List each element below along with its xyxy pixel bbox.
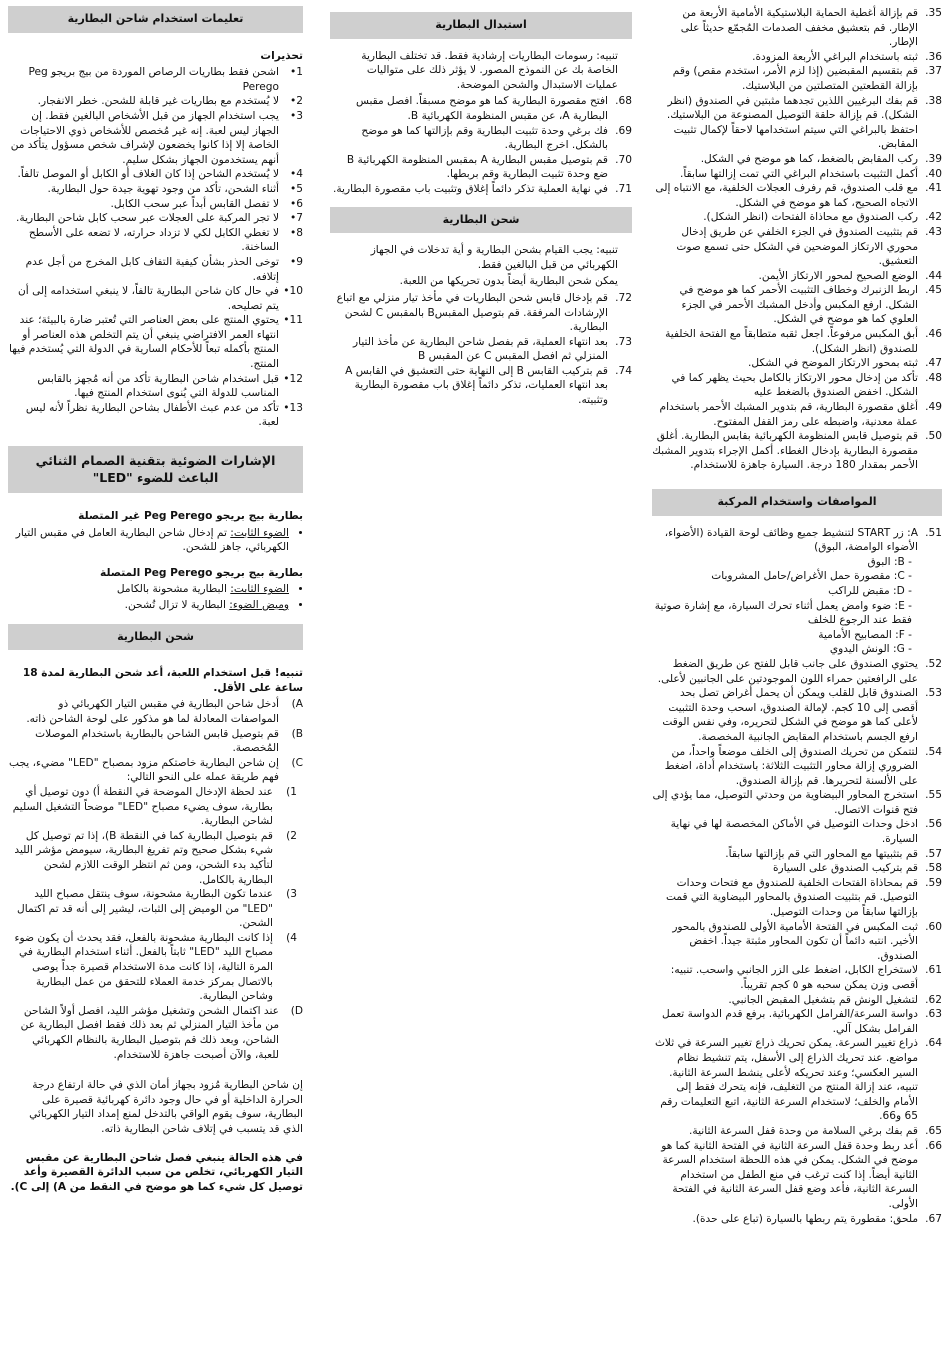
list-item: [652, 429, 942, 473]
list-item: [652, 963, 942, 992]
list-item: [8, 226, 303, 255]
list-item: [652, 876, 942, 920]
item-text: قم بتثبيتها مع المحاور التي قم بإزالتها سابقاً.: [725, 847, 918, 860]
item-number: A): [291, 698, 303, 711]
list-item: [652, 371, 942, 400]
item-number: 10•: [283, 285, 303, 298]
bullet-text: تم إدخال شاحن البطارية العامل في مقبس التيار الكهربائي، جاهز للشحن.: [15, 526, 289, 554]
item-text: ثبته باستخدام البراغي الأربعة المزودة.: [752, 50, 918, 63]
item-text: أبق المكبس مرفوعاً. اجعل ثقبه متطابقاً مع الفتحة الخلفية للصندوق (انظر الشكل).: [665, 328, 918, 355]
list-item: [652, 94, 942, 152]
item-number: 9•: [290, 255, 303, 268]
item-text: قم بتثبيت الصندوق في الجزء الخلفي عن طريق إدخال محوري الارتكاز الموضحين في الشكل حتى تسمع صوت التعشيق.: [676, 225, 918, 268]
connected-battery-list: [8, 582, 303, 612]
item-number: 55.: [925, 789, 942, 802]
item-text: لا تغطي الكابل لكي لا تزداد حرارته، لا تضعه على الأسطح الساخنة.: [28, 226, 279, 254]
list-item: [652, 167, 942, 182]
right-column: [652, 6, 942, 1226]
list-item: [8, 65, 303, 94]
list-item: [652, 1007, 942, 1036]
list-item: [652, 1212, 942, 1227]
list-item: [330, 182, 632, 197]
list-item: [652, 225, 942, 269]
item-number: 7•: [290, 212, 303, 225]
item-number: 73.: [615, 335, 632, 348]
item-number: 39.: [925, 152, 942, 165]
item-text: توخى الحذر بشأن كيفية التفاف كابل المخرج من أجل عدم إتلافه.: [25, 255, 279, 283]
bullet-item: [8, 598, 289, 613]
item-text: افتح مقصورة البطارية كما هو موضح مسبقاً. افصل مقبس البطارية A، عن مقبس المنظومة الكهربائية B.: [355, 95, 608, 122]
item-number: 45.: [925, 284, 942, 297]
item-number: 44.: [925, 269, 942, 282]
item-number: 72.: [615, 291, 632, 304]
led-behaviour-list: [8, 785, 303, 1004]
item-number: 46.: [925, 328, 942, 341]
specs-sub-items: [652, 555, 942, 657]
list-item: [652, 657, 942, 686]
list-item: [652, 6, 942, 50]
item-text: قم بمحاذاة الفتحات الخلفية للصندوق مع فتحات وحدات التوصيل. قم بتثبيت الصندوق بالمحاور البيضاوية التي قمت بإزالتها سابقاً من وحدات التوصيل.: [665, 876, 918, 919]
list-item: [8, 756, 303, 785]
item-number: 49.: [925, 401, 942, 414]
item-text: قبل استخدام شاحن البطارية تأكد من أنه مُجهز بالقابس المناسب للدولة التي يُنوى استخدام المنتج فيها.: [37, 372, 279, 400]
item-number: C): [291, 756, 303, 769]
item-text: قم بتركيب الصندوق على السيارة: [772, 862, 918, 875]
item-text: الصندوق قابل للقلب ويمكن أن يحمل أغراض تصل بحد أقصى إلى 10 كجم. لإمالة الصندوق، اسحب وحدة التثبيت لأعلى كما هو موضح في الشكل لتحريره، وفي نفس الوقت ارفع الجسم باستخدام المقابض الجانبية المخصصة.: [662, 687, 918, 743]
disconnected-battery-heading: بطارية بيج بريجو Peg Perego غير المتصلة: [78, 510, 303, 523]
item-number: 42.: [925, 211, 942, 224]
item-number: 1•: [290, 66, 303, 79]
item-text: أثناء الشحن، تأكد من وجود تهوية جيدة حول البطارية.: [47, 182, 279, 195]
item-text: الوضع الصحيح لمحور الارتكاز الأيمن.: [758, 269, 918, 282]
item-text: قم بفك البرغيين اللذين تجدهما مثبتين في الصندوق (انظر الشكل). قم بإزالة حلقة التوصيل المصنوعة من البلاستيك. احتفظ بالبراغي التي سيتم استخدامها لاحقاً لإكمال تثبيت المقابض.: [666, 94, 918, 151]
list-item: D) عند اكتمال الشحن وتشغيل مؤشر الليد، افصل أولاً الشاحن من مأخذ التيار المنزلي ثم بعد ذلك فقط افصل البطارية عن الشاحن، وبعد ذلك قم بتوصيل البطارية بالنظام الكهربائي للعبة، والآن أصبحت جاهزة للاستخدام.: [20, 1004, 303, 1061]
item-text: استخرج المحاور البيضاوية من وحدتي التوصيل، مما يؤدي إلى فتح قنوات الاتصال.: [652, 789, 918, 816]
item-text: قم بتوصيل البطارية كما في النقطة B)، إذا تم توصيل كل شيء بشكل صحيح وتم تفريغ البطارية، سيومض مؤشر الليد لتأكيد بدء الشحن، ومن ثم انتظر الوقت اللازم لشحن البطارية بالكامل.: [14, 829, 273, 886]
item-text: ملحق: مقطورة يتم ربطها بالسيارة (تباع على حدة).: [692, 1212, 918, 1225]
item-text: يحتوي المنتج على بعض العناصر التي تُعتبر ضارة بالبيئة؛ عند انتهاء العمر الافتراضي ينبغي أن يتم التخلص هذه العناصر أو المنتج بأكمله تبعاً للأحكام السارية في الدولة التي يُستخدم فيها المنتج.: [9, 314, 279, 371]
item-number: 3•: [290, 109, 303, 122]
item-text: لتتمكن من تحريك الصندوق إلى الخلف موضعاً واحداً، من الضروري إزالة محاور التثبيت الثلاثة: باستخدام أداة، اضغط على الألسنة لتحريرها. قم بإزالة الصندوق.: [664, 745, 918, 787]
list-item: [652, 993, 942, 1008]
item-number: 6•: [290, 197, 303, 210]
charger-instructions-title: تعليمات استخدام شاحن البطارية: [8, 6, 303, 33]
item-text: تأكد من عدم عبث الأطفال بشاحن البطارية نظراً لأنه ليس لعبة.: [25, 401, 279, 429]
sub-item: - B: البوق: [867, 555, 912, 568]
list-item: [652, 181, 942, 210]
item-text: في نهاية العملية تذكر دائماً إغلاق وتثبيت باب مقصورة البطارية.: [332, 182, 608, 195]
item-number: 12•: [283, 372, 303, 385]
item-text: أغلق مقصورة البطارية، قم بتدوير المشبك الأحمر باستخدام عملة معدنية، واضبطه على رمز القفل المفتوح.: [659, 401, 918, 428]
list-item: [8, 109, 303, 167]
list-item: [652, 1036, 942, 1124]
sub-item: - D: مقبض للراكب: [828, 584, 912, 597]
item-text: لا تجر المركبة على العجلات عبر سحب كابل شاحن البطارية.: [16, 212, 279, 225]
item-number: 67.: [925, 1212, 942, 1225]
item-number: B): [291, 727, 303, 740]
charge-battery-title: شحن البطارية: [330, 207, 632, 234]
item-number: 43.: [925, 225, 942, 238]
item-text: ركب المقابض بالضغط، كما هو موضح في الشكل.: [700, 152, 918, 165]
item-text: أعد ربط وحدة قفل السرعة الثانية في الفتحة الثانية كما هو موضح في الشكل. يمكن في هذه اللحظة استخدام السرعة الثانية أيضاً. إذا كنت ترغب في منع الطفل من استخدام السرعة الثانية، فأعد وضع قفل السرعة الثانية في الفتحة الأولى.: [661, 1139, 918, 1210]
item-number: 5•: [290, 182, 303, 195]
list-item: [8, 727, 303, 756]
bullet-text: البطارية لا تزال تُشحن.: [124, 599, 230, 611]
item-number: 66.: [925, 1139, 942, 1152]
item-text: في حال كان شاحن البطارية تالفاً، لا ينبغي استخدامه إلى أن يتم تصليحه.: [17, 285, 279, 312]
list-item: [8, 697, 303, 726]
sub-item: - G: الونش اليدوي: [829, 643, 912, 656]
list-item: [652, 817, 942, 846]
replace-note: تنبيه: رسومات البطاريات إرشادية فقط. قد تختلف البطارية الخاصة بك عن النموذج المصور. لا يؤثر ذلك على متواليات عمليات الاستبدال والشحن الموضحة.: [361, 49, 618, 91]
item-text: لاستخراج الكابل، اضغط على الزر الجانبي واسحب. تنبيه: أقصى وزن يمكن سحبه هو ٥ كجم تقريباً.: [670, 964, 918, 991]
list-item: [8, 931, 297, 1004]
list-item: 51. A: زر START لتنشيط جميع وظائف لوحة القيادة (الأضواء، الأضواء الوامضة، البوق): [664, 526, 942, 554]
item-number: 1): [286, 785, 297, 798]
item-text: مع قلب الصندوق، قم رفرف العجلات الخلفية، مع الانتباه إلى الاتجاه الصحيح، كما هو موضح في الشكل.: [655, 182, 918, 209]
list-item: [8, 284, 303, 313]
item-number: 52.: [925, 657, 942, 670]
item-text: أكمل التثبيت باستخدام البراغي التي تمت إزالتها سابقاً.: [680, 167, 918, 180]
disconnected-battery-list: [8, 526, 303, 555]
list-item: [652, 356, 942, 371]
item-number: 38.: [925, 94, 942, 107]
item-number: 70.: [615, 153, 632, 166]
item-text: لا يُستخدم مع بطاريات غير قابلة للشحن. خطر الانفجار.: [37, 95, 279, 108]
list-item: [330, 364, 632, 408]
item-number: 56.: [925, 818, 942, 831]
item-number: 60.: [925, 920, 942, 933]
item-text: ركب الصندوق مع محاذاة الفتحات (انظر الشكل).: [703, 211, 918, 224]
bullet-item: [8, 526, 289, 555]
list-item: [652, 745, 942, 789]
list-item: [652, 1124, 942, 1139]
item-number: 61.: [925, 964, 942, 977]
item-text: ذراع تغيير السرعة. يمكن تحريك ذراع تغيير السرعة في ثلاث مواضع. عند تحريك الذراع إلى الأسفل، يتم تنشيط نظام السير العكسي؛ وعند تحريكه لأعلى ينشط السرعة الثانية. تنبيه، عند إزالة المنتج من التغليف، فإنه يتحرك فقط إلى الأمام والخلف؛ لاستخدام السرعة الثانية، اتبع التعليمات رقم 65 و66.: [654, 1037, 918, 1123]
led-signals-title: الإشارات الضوئية بتقنية الصمام الثنائي الباعث للضوء "LED": [8, 446, 303, 493]
item-text: لا تفصل القابس أبداً عبر سحب الكابل.: [110, 197, 279, 210]
item-text: فك برغي وحدة تثبيت البطارية وقم بإزالتها كما هو موضح بالشكل. اخرج البطارية.: [361, 124, 608, 152]
list-item: [652, 920, 942, 964]
warnings-heading: تحذيرات: [260, 49, 303, 62]
sub-item: - C: مقصورة حمل الأغراض/حامل المشروبات: [711, 570, 912, 583]
item-text: ثبته بمحور الارتكاز الموضح في الشكل.: [748, 357, 918, 370]
usage-steps-list: [652, 657, 942, 1226]
item-number: 41.: [925, 182, 942, 195]
sub-item: - E: ضوء وامض يعمل أثناء تحرك السيارة، مع إشارة صوتية فقط عند الرجوع للخلف: [654, 599, 912, 627]
bullet-text: البطارية مشحونة بالكامل: [116, 583, 231, 596]
item-number: 8•: [290, 226, 303, 239]
replace-battery-title: استبدال البطارية: [330, 12, 632, 39]
specs-section-title: المواصفات واستخدام المركبة: [652, 489, 942, 516]
item-text: دواسة السرعة/الفرامل الكهربائية. برفع قدم الدواسة تعمل الفرامل بشكل آلي.: [662, 1008, 918, 1035]
item-text: إن شاحن البطارية خاصتكم مزود بمصباح "LED" مضيء، يجب فهم طريقة عمله على النحو التالي:: [9, 756, 279, 784]
item-number: 47.: [925, 357, 942, 370]
item-number: 71.: [615, 182, 632, 195]
list-item: [8, 829, 297, 887]
bullet-label: الضوء الثابت:: [230, 526, 289, 539]
item-text: ادخل وحدات التوصيل في الأماكن المخصصة لها في نهاية السيارة.: [670, 818, 918, 846]
item-text: قم بتوصيل قابس الشاحن بالبطارية باستخدام الموصلات المُخصصة.: [35, 727, 279, 755]
charge-note: تنبيه: يجب القيام بشحن البطارية و أية تدخلات في الجهاز الكهربائي من قبل البالغين فقط.: [370, 244, 618, 271]
item-text: اربط الزنبرك وخطاف التثبيت الأحمر كما هو موضح في الشكل. ارفع المكبس وأدخل المشبك الأحمر في الجزء العلوي كما هو موضح في الشكل.: [679, 284, 918, 326]
list-item: [652, 686, 942, 744]
list-item: [652, 50, 942, 65]
item-text: قم بفك برغي السلامة من وحدة قفل السرعة الثانية.: [689, 1124, 918, 1137]
warnings-list: [8, 65, 303, 430]
item-number: 59.: [925, 876, 942, 889]
item-number: 69.: [615, 124, 632, 137]
list-item: [8, 255, 303, 284]
item-text: قم بتقسيم المقبضين (إذا لزم الأمر، استخدم مقص) وقم بإزالة القطعتين المتصلتين من البلاستيك.: [672, 65, 918, 92]
middle-column: [330, 6, 632, 408]
specs-list: [652, 526, 942, 555]
bullet-label: وميض الضوء:: [229, 599, 289, 611]
item-text: لتشغيل الونش قم بتشغيل المقبض الجانبي.: [728, 993, 918, 1006]
item-number: 53.: [925, 687, 942, 700]
item-number: 64.: [925, 1037, 942, 1050]
list-item: [8, 197, 303, 212]
list-item: [652, 210, 942, 225]
item-number: 13•: [283, 401, 303, 414]
bullet-item: [8, 582, 289, 597]
list-item: [330, 291, 632, 335]
item-number: 62.: [925, 993, 942, 1006]
list-item: [652, 152, 942, 167]
item-number: 63.: [925, 1008, 942, 1021]
item-text: بعد انتهاء العملية، قم بفصل شاحن البطارية عن مأخذ التيار المنزلي ثم افصل المقبس C عن المقبس B: [352, 335, 608, 363]
item-number: 4•: [290, 168, 303, 181]
item-number: 50.: [925, 430, 942, 443]
item-text: ثبت المكبس في الفتحة الأمامية الأولى للصندوق بالمحور الأخير. انتبه دائماً أن تكون المحاور مثبتة جيداً. اخفض الصندوق.: [672, 920, 918, 962]
charge-warning: تنبيه! قبل استخدام اللعبة، أعد شحن البطارية لمدة 18 ساعة على الأقل.: [22, 667, 303, 694]
list-item: [652, 788, 942, 817]
list-item: [652, 64, 942, 93]
charging-step-d: [8, 1004, 303, 1062]
connected-battery-heading: بطارية بيج بريجو Peg Perego المتصلة: [100, 566, 303, 579]
short-circuit-paragraph: في هذه الحالة ينبغي فصل شاحن البطارية عن مقبس التيار الكهربائي، تخلص من سبب الدائرة القصيرة وأعد توصيل كل شيء كما هو موضح في النقط من A) إلى C).: [10, 1151, 303, 1193]
assembly-steps-list: [652, 6, 942, 473]
sub-item: - F: المصابيح الأمامية: [818, 628, 912, 641]
list-item: [652, 1139, 942, 1212]
item-number: 57.: [925, 847, 942, 860]
item-text: لا يُستخدم الشاحن إذا كان الغلاف أو الكابل أو الموصل تالفاً.: [17, 168, 279, 181]
item-number: 40.: [925, 167, 942, 180]
item-number: 11•: [283, 314, 303, 327]
item-number: 68.: [615, 95, 632, 108]
item-number: 3): [286, 888, 297, 901]
list-item: [652, 269, 942, 284]
bullet-label: الضوء الثابت:: [230, 583, 289, 596]
list-item: [8, 182, 303, 197]
item-text: تأكد من إدخال محور الارتكاز بالكامل بحيث يظهر كما في الشكل. اخفض الصندوق بالضغط عليه: [671, 371, 918, 399]
list-item: [8, 167, 303, 182]
item-number: 54.: [925, 745, 942, 758]
item-number: 4): [286, 931, 297, 944]
item-text: عند لحظة الإدخال الموضحة في النقطة أ) دون توصيل أي بطارية، سوف يضيء مصباح "LED" موضحاً التشغيل السليم لشاحن البطارية.: [12, 785, 273, 828]
list-item: [8, 401, 303, 430]
replace-steps-list: [330, 94, 632, 196]
item-text: قم بتركيب القابس B إلى النهاية حتى التعشيق في القابس A بعد انتهاء العمليات، تذكر دائماً إغلاق باب مقصورة البطارية وتثبيته.: [345, 364, 608, 407]
list-item: [8, 313, 303, 371]
item-number: 58.: [925, 862, 942, 875]
list-item: [8, 211, 303, 226]
list-item: [652, 327, 942, 356]
item-number: 2•: [290, 95, 303, 108]
list-item: [8, 94, 303, 109]
item-number: 35.: [925, 7, 942, 19]
charge-steps-list: [330, 291, 632, 408]
list-item: [8, 372, 303, 401]
list-item: [652, 400, 942, 429]
list-item: [652, 847, 942, 862]
list-item: [330, 335, 632, 364]
item-number: 65.: [925, 1124, 942, 1137]
item-text: يحتوي الصندوق على جانب قابل للفتح عن طريق الضغط على الرافعتين حمراء اللون الموجودتين على الجانبين لأعلى.: [657, 657, 918, 685]
item-text: قم بإزالة أغطية الحماية البلاستيكية الأمامية الأربعة من الإطار. قم بتعشيق مخفف الصدمات المُجمّع حديثاً على الإطار.: [680, 7, 918, 49]
item-number: 2): [286, 829, 297, 842]
charge-note-2: يمكن شحن البطارية أيضاً بدون تحريكها من اللعبة.: [399, 275, 618, 288]
item-text: أدخل شاحن البطارية في مقبس التيار الكهربائي ذو المواصفات المعادلة لما هو مذكور على لوحة الشاحن ذاته.: [26, 698, 279, 725]
item-text: قم بتوصيل مقبس البطارية A بمقبس المنظومة الكهربائية B ضع وحدة تثبيت البطارية وقم بربطها.: [346, 153, 608, 181]
safety-device-paragraph: إن شاحن البطارية مُزود بجهاز أمان الذي في حالة ارتفاع درجة الحرارة الداخلية أو في حال وجود دائرة كهربائية قصيرة على البطارية، سوف يقوم الواقي بالتدخل لمنع إمداد التيار الكهربائي الذي قد يتسبب في إتلاف شاحن البطارية ذاته.: [29, 1079, 303, 1135]
list-item: [8, 785, 297, 829]
list-item: [652, 861, 942, 876]
list-item: [330, 124, 632, 153]
item-number: 74.: [615, 364, 632, 377]
list-item: [330, 94, 632, 123]
list-item: [330, 153, 632, 182]
left-column: [8, 6, 303, 1198]
charging-steps-list: [8, 697, 303, 785]
list-item: [8, 887, 297, 931]
item-number: 36.: [925, 50, 942, 63]
item-text: إذا كانت البطارية مشحونة بالفعل، فقد يحدث أن يكون ضوء مصباح الليد "LED" ثابتاً بالفعل. أثناء استخدام البطارية في المرة التالية، إذا كانت مدة الاستخدام قصيرة جداً يوصى بالاتصال بمركز خدمة العملاء للتحقق من عمل البطارية وشاحن البطارية.: [14, 931, 273, 1003]
charging-title: شحن البطارية: [8, 624, 303, 651]
item-number: 48.: [925, 371, 942, 384]
item-text: قم بإدخال قابس شحن البطاريات في مأخذ تيار منزلي مع اتباع الإرشادات المرفقة. قم بتوصيل المقبسB بالمقبس C لشحن البطارية.: [336, 291, 608, 334]
item-text: عندما تكون البطارية مشحونة، سوف ينتقل مصباح الليد "LED" من الوميض إلى الثبات، ليشير إلى أنه قد تم اكتمال الشحن.: [17, 888, 273, 930]
item-number: 37.: [925, 65, 942, 78]
item-text: قم بتوصيل قابس المنظومة الكهربائية بقابس البطارية. أغلق مقصورة البطارية بإدخال الغطاء. أكمل الإجراء بتدوير المشبك الأحمر بمقدار 180 درجة. السيارة جاهزة للاستخدام.: [652, 430, 918, 472]
item-text: اشحن فقط بطاريات الرصاص الموردة من بيج بريجو Peg Perego: [28, 66, 279, 93]
list-item: [652, 283, 942, 327]
item-text: يجب استخدام الجهاز من قبل الأشخاص البالغين فقط. إن الجهاز ليس لعبة. إنه غير مُخصص للأشخاص ذوي الاحتياجات الخاصة إلا إذا كانوا يخضعون لإشراف شخص مسؤول يتأكد من أنهم يستخدمون الجهاز بشكل سليم.: [10, 109, 279, 166]
